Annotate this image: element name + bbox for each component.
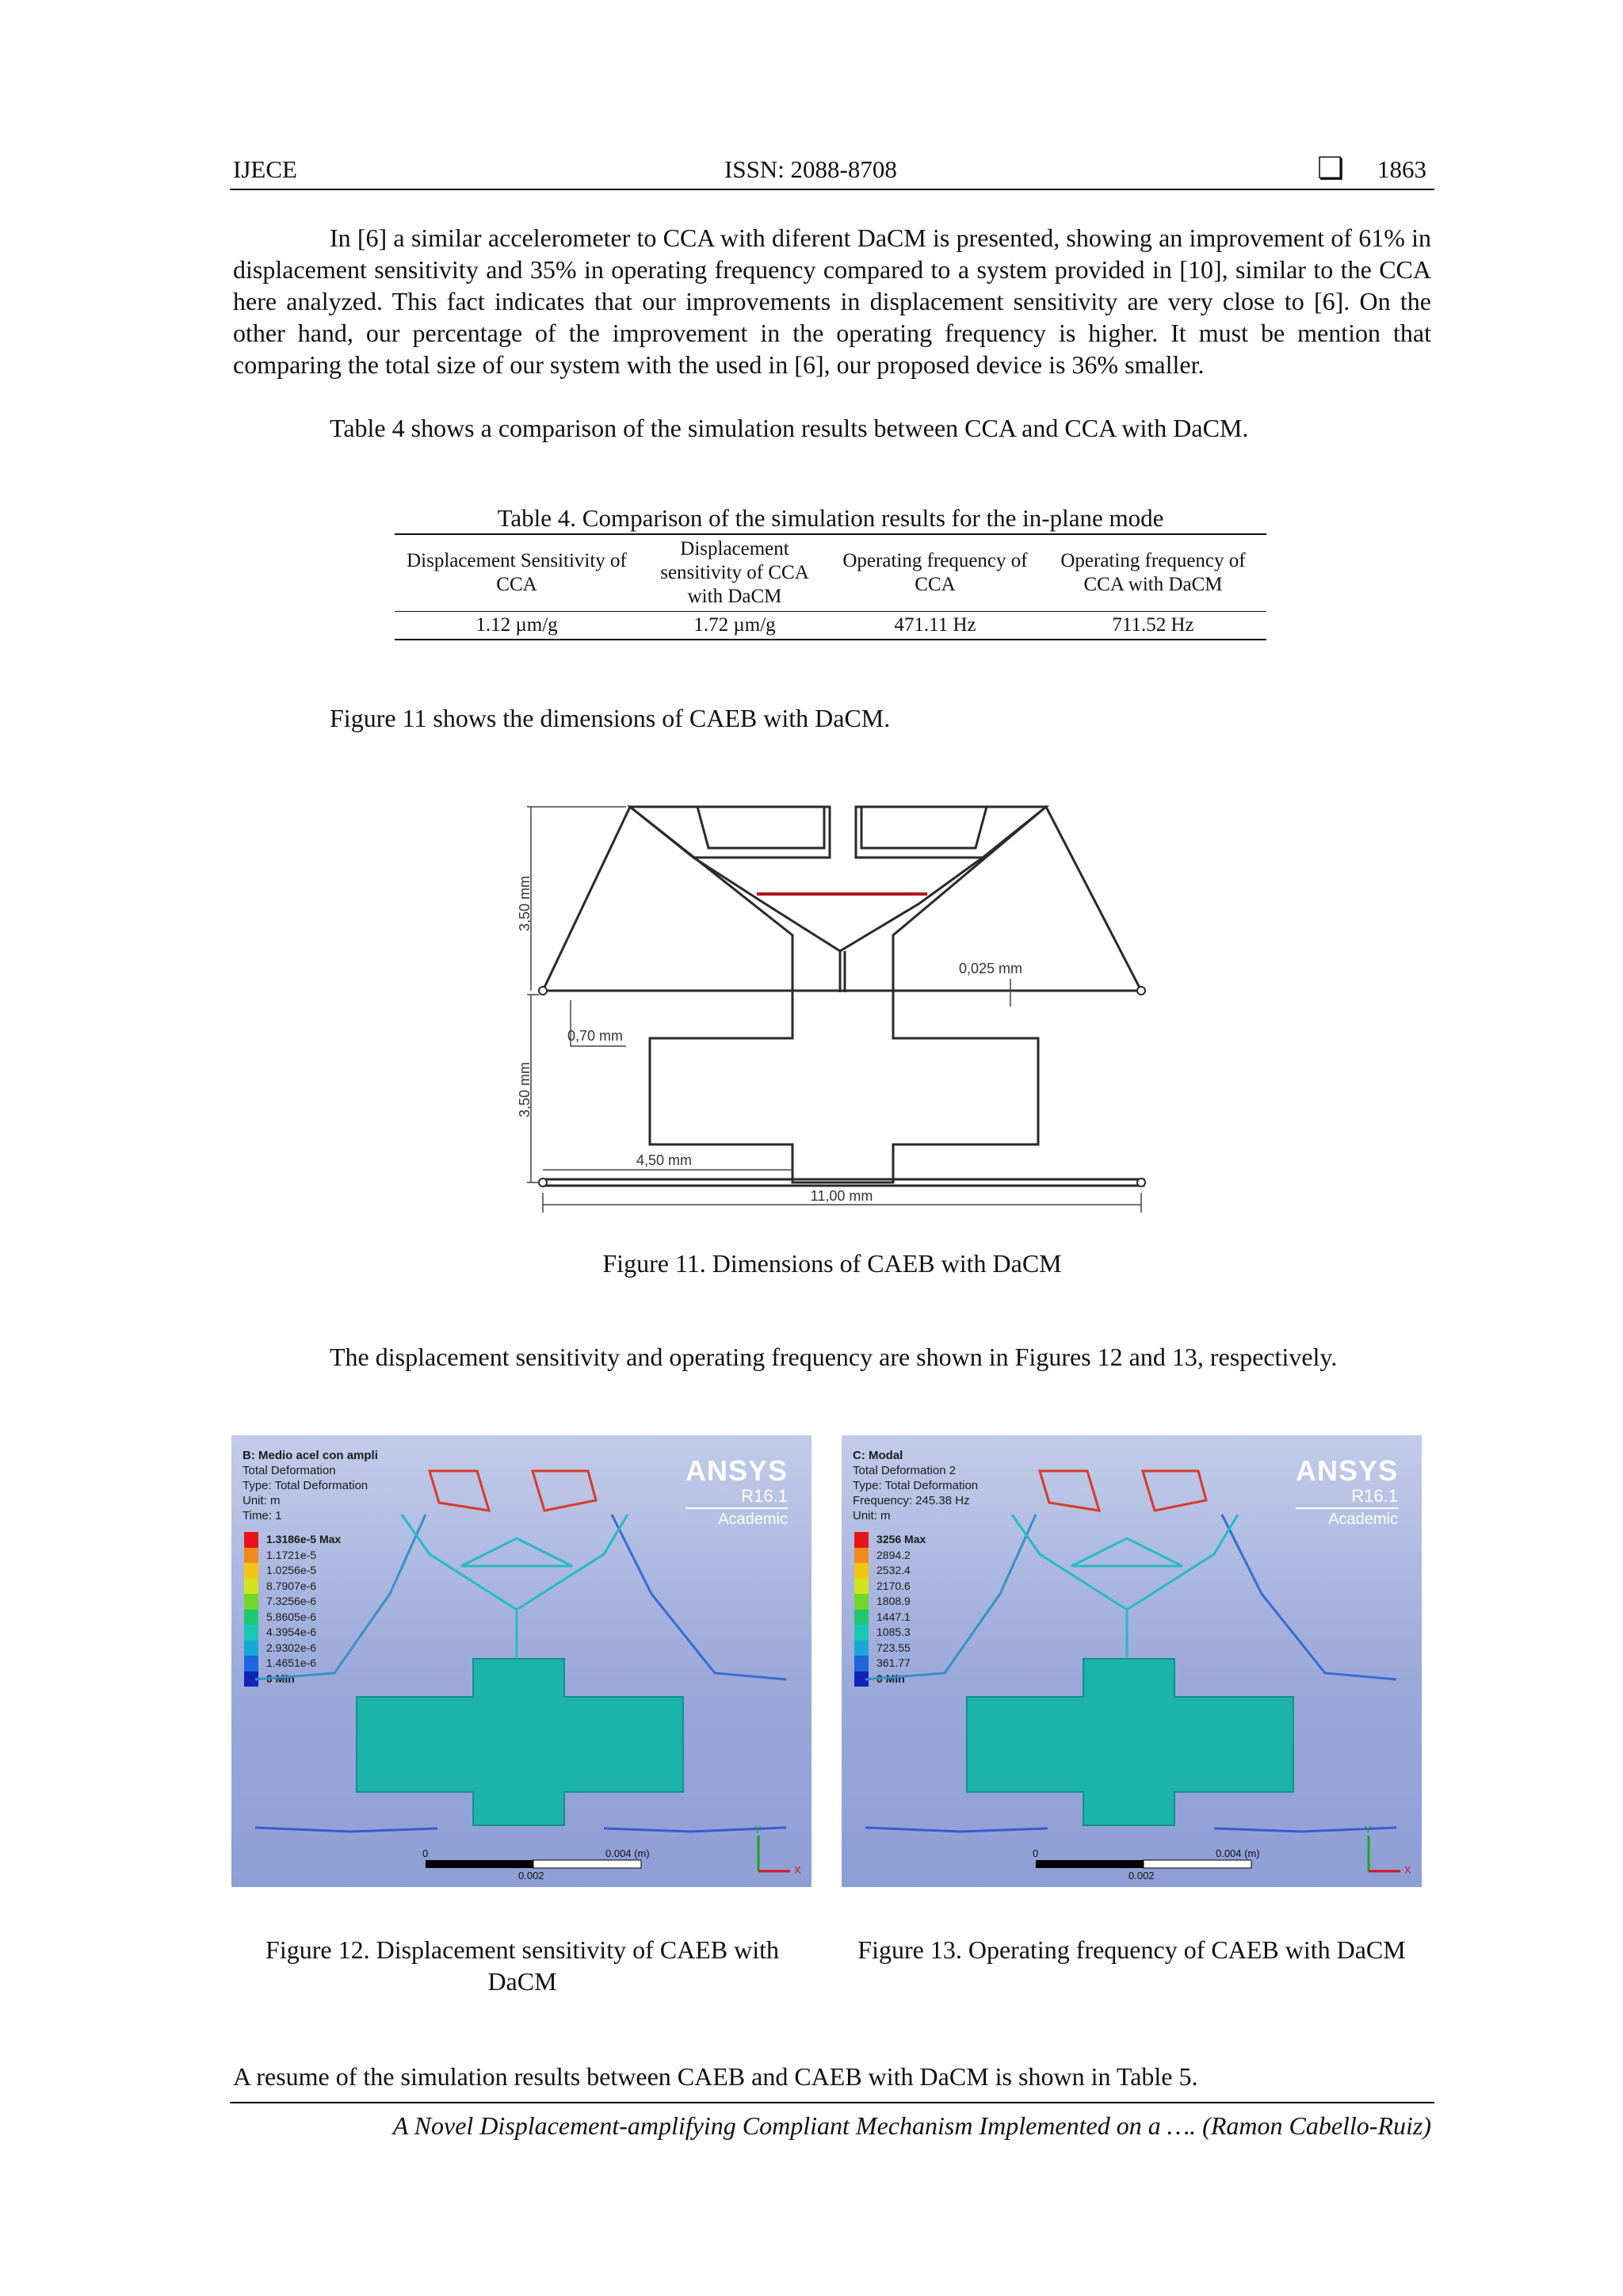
figure13-simulation — [842, 1435, 1422, 1887]
axis-y-label: Y — [754, 1824, 762, 1836]
figure13-meta: C: Modal Total Deformation 2 Type: Total Deformation Frequency: 245.38 Hz Unit: m — [853, 1449, 979, 1522]
table4-cell: 711.52 Hz — [1112, 613, 1194, 636]
dim-gap: 0,025 mm — [959, 961, 1023, 976]
paragraph-figure11-ref: Figure 11 shows the dimensions of CAEB with DaCM. — [330, 704, 891, 732]
figure13-model — [842, 1435, 1422, 1887]
table-row — [395, 611, 1266, 639]
proof-mass — [650, 991, 1038, 1182]
figure12-caption: Figure 12. Displacement sensitivity of CAEB with DaCM — [265, 1935, 779, 1996]
center-v-link — [693, 858, 983, 951]
figure12-model — [231, 1435, 812, 1887]
table4-cell: 471.11 Hz — [894, 613, 976, 636]
ansys-logo: ANSYS R16.1 Academic — [1295, 1454, 1398, 1528]
dim-height-top: 3,50 mm — [517, 875, 533, 932]
dim-half-width: 4,50 mm — [636, 1152, 693, 1168]
figure12-legend: 1.3186e-5 Max 1.1721e-5 1.0256e-5 8.7907e-6 7.3256e-6 5.8605e-6 4.3954e-6 2.9302e-6 1.4651e-6 0 Min — [244, 1532, 341, 1687]
running-title: A Novel Displacement-amplifying Compliant Mechanism Implemented on a …. (Ramon Cabello-Ruiz) — [392, 2111, 1431, 2140]
table4-header: Displacement sensitivity of CCA with DaCM — [660, 537, 809, 607]
table4-header: Displacement Sensitivity of CCA — [407, 549, 627, 595]
page-symbol-icon: ❏ — [1317, 152, 1345, 185]
proof-mass — [357, 1659, 683, 1825]
figure13-caption: Figure 13. Operating frequency of CAEB with DaCM — [857, 1935, 1406, 1964]
figure11-caption: Figure 11. Dimensions of CAEB with DaCM — [602, 1249, 1062, 1278]
axis-y-label: Y — [1365, 1824, 1372, 1836]
table4-cell: 1.12 µm/g — [475, 613, 558, 636]
dim-total-width: 11,00 mm — [810, 1188, 873, 1204]
scale-start: 0 — [1033, 1847, 1039, 1859]
figure12-meta: B: Medio acel con ampli Total Deformation Type: Total Deformation Unit: m Time: 1 — [242, 1449, 378, 1522]
header-rule — [230, 189, 1434, 190]
scale-start: 0 — [422, 1847, 429, 1859]
page-number: 1863 — [1377, 155, 1426, 183]
footer-rule — [230, 2102, 1434, 2103]
scale-end: 0.004 (m) — [605, 1847, 650, 1859]
table4-header: Operating frequency of CCA — [842, 549, 1028, 595]
right-inner-lever — [861, 807, 987, 848]
paragraph-figures-ref: The displacement sensitivity and operating frequency are shown in Figures 12 and 13, respectively. — [330, 1343, 1338, 1371]
figure13-legend: 3256 Max 2894.2 2532.4 2170.6 1808.9 1447.1 1085.3 723.55 361.77 0 Min — [854, 1532, 926, 1687]
paragraph-table5-ref: A resume of the simulation results between CAEB and CAEB with DaCM is shown in Table 5. — [233, 2062, 1198, 2091]
paragraph-table4-ref: Table 4 shows a comparison of the simulation results between CCA and CCA with DaCM. — [330, 414, 1249, 442]
ansys-logo: ANSYS R16.1 Academic — [685, 1454, 788, 1528]
table4-cell: 1.72 µm/g — [693, 613, 776, 636]
scale-mid: 0.002 — [1128, 1870, 1155, 1881]
journal-name: IJECE — [233, 155, 297, 183]
paragraph-comparison: In [6] a similar accelerometer to CCA with diferent DaCM is presented, showing an improvement of 61% in displacement sensitivity and 35% in operating frequency compared to a system provided in [10], similar to the CCA here analyzed. This fact indicates that our improvements in displacement sensitivity are very close to [6]. On the other hand, our percentage of the improvement in the operating frequency is higher. It must be mention that comparing the total size of our system with the used in [6], our proposed device is 36% smaller. — [233, 223, 1431, 379]
left-upper-lever — [630, 807, 830, 858]
dim-beam: 0,70 mm — [567, 1028, 624, 1044]
scale-mid: 0.002 — [518, 1870, 544, 1881]
proof-mass — [967, 1659, 1293, 1825]
left-triangle-arm — [543, 807, 792, 991]
figure11-drawing — [507, 785, 1157, 1228]
table4-header: Operating frequency of CCA with DaCM — [1060, 549, 1246, 595]
figure12-simulation — [231, 1435, 812, 1887]
axis-x-label: X — [1404, 1864, 1411, 1876]
table4 — [395, 533, 1266, 640]
table4-caption: Table 4. Comparison of the simulation results for the in-plane mode — [497, 504, 1164, 532]
dim-height-bottom: 3,50 mm — [517, 1061, 533, 1118]
scale-end: 0.004 (m) — [1216, 1847, 1260, 1859]
axis-x-label: X — [794, 1864, 801, 1876]
left-inner-lever — [697, 807, 824, 848]
issn: ISSN: 2088-8708 — [724, 155, 897, 183]
